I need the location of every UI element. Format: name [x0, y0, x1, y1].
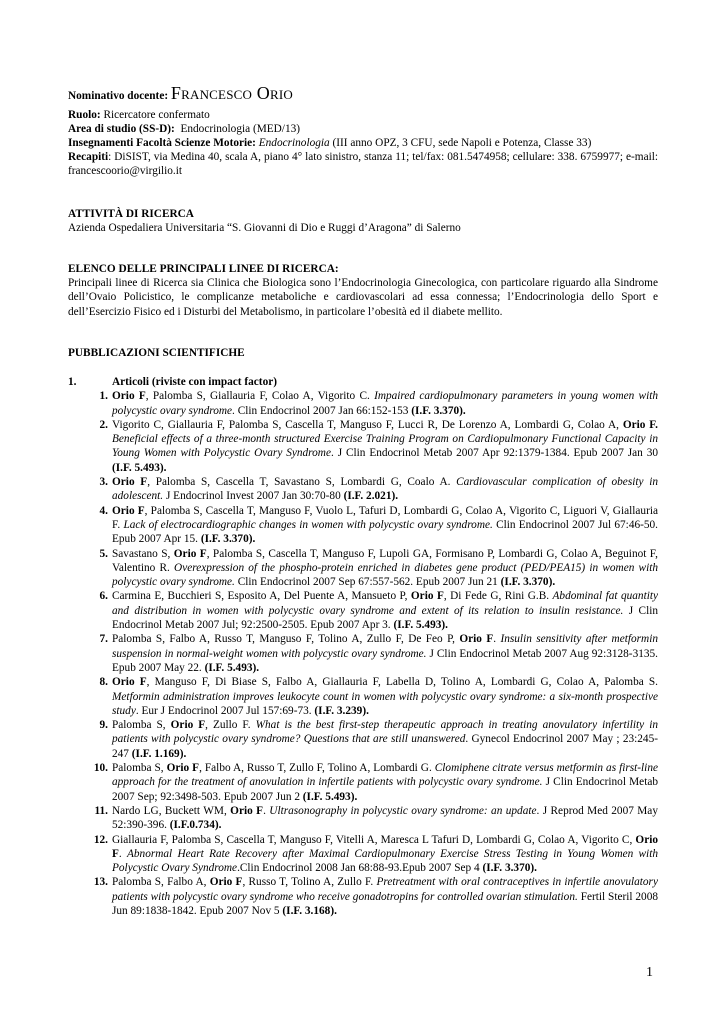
article-journal: . J Clin Endocrinol Metab 2007 Apr 92:1379-1384. Epub 2007 Jan 30 [330, 447, 658, 460]
article-item [68, 589, 658, 632]
header-area [68, 122, 658, 136]
article-impact-factor: (I.F. 5.493). [204, 661, 260, 674]
article-authors: , Russo T, Tolino A, Zullo F. [242, 876, 377, 889]
insegnamenti-course: Endocrinologia [258, 137, 330, 149]
article-text [112, 804, 658, 833]
article-number: 7. [99, 633, 108, 646]
article-impact-factor: (I.F. 5.493). [302, 790, 358, 803]
insegnamenti-detail: (III anno OPZ, 3 CFU, sede Napoli e Potenza, Classe 33) [332, 137, 592, 149]
article-impact-factor: (I.F. 5.493). [112, 461, 167, 474]
nominativo-label: Nominativo docente: [68, 90, 169, 102]
article-text [112, 504, 658, 547]
page-number: 1 [646, 965, 653, 980]
article-authors: . [493, 633, 501, 646]
article-impact-factor: (I.F. 3.370). [500, 576, 556, 589]
pubblicazioni-title: PUBBLICAZIONI SCIENTIFICHE [68, 347, 245, 359]
article-journal: . Gynecol Endocrinol 2007 May ; 23:245-247 [112, 733, 658, 760]
article-journal: J Clin Endocrinol Metab 2007 Sep; 92:3498-503. Epub 2007 Jun 2 [112, 776, 658, 803]
article-highlight-author: Orio F [166, 762, 200, 775]
article-highlight-author: Orio F [170, 719, 206, 732]
article-title: Lack of electrocardiographic changes in women with polycystic ovary syndrome. [123, 518, 493, 531]
section-title: Articoli (riviste con impact factor) [112, 376, 277, 388]
article-text [112, 389, 658, 418]
article-impact-factor: (I.F. 5.493). [393, 619, 448, 632]
header-ruolo [68, 108, 658, 122]
article-title: Ultrasonography in polycystic ovary syndrome: an update [269, 804, 537, 817]
article-text [112, 875, 658, 918]
article-number: 8. [99, 676, 108, 689]
article-authors-before: Palomba S, Falbo A, Russo T, Manguso F, Tolino A, Zullo F, De Feo P, [112, 633, 460, 646]
article-impact-factor: (I.F. 2.021). [343, 490, 399, 503]
article-text [112, 475, 658, 504]
article-journal: Clin Endocrinol 2007 Sep 67:557-562. Epub 2007 Jun 21 [234, 576, 501, 589]
article-authors: . [263, 804, 270, 817]
article-item [68, 547, 658, 590]
header-insegnamenti [68, 136, 658, 150]
linee-text: Principali linee di Ricerca sia Clinica che Biologica sono l’Endocrinologia Ginecologica, con particolare riguardo alla Sindrome dell’Ovaio Policistico, le complicanze metaboliche e cardiovascolari ad essa connessa; l’Endocrinologia dello Sport e dell’Esercizio Fisico ed i Disturbi del Metabolismo, in particolare l’obesità ed il diabete mellito. [68, 277, 658, 318]
article-impact-factor: (I.F.0.734). [169, 819, 222, 832]
article-title: Metformin administration improves leukocyte count in women with polycystic ovary syndrome: a six-month prospective study [112, 690, 658, 717]
article-highlight-author: Orio F [112, 390, 146, 403]
article-item [68, 718, 658, 761]
article-authors-before: Carmina E, Bucchieri S, Esposito A, Del Puente A, Mansueto P, [112, 590, 411, 603]
article-number: 10. [93, 762, 108, 775]
article-title: Clomiphene citrate versus metformin as first-line approach for the treatment of anovulation in infertile patients with polycystic ovary syndrome. [112, 762, 658, 789]
article-item [68, 804, 658, 833]
article-journal: Fertil Steril 2008 Jun 89:1838-1842. Epub 2007 Nov 5 [112, 890, 658, 917]
article-highlight-author: Orio F [410, 590, 444, 603]
area-label: Area di studio (SS-D): [68, 123, 175, 135]
article-journal: J Clin Endocrinol Metab 2007 Aug 92:3128-3135. Epub 2007 May 22. [112, 647, 658, 674]
article-journal: . Clin Endocrinol 2007 Jan 66:152-153 [232, 404, 412, 417]
article-journal: J Clin Endocrinol Metab 2007 Jul; 92:2500-2505. Epub 2007 Apr 3. [112, 604, 658, 632]
insegnamenti-label: Insegnamenti Facoltà Scienze Motorie: [68, 137, 256, 149]
article-text [112, 833, 658, 876]
article-item [68, 475, 658, 504]
article-impact-factor: (I.F. 3.370). [200, 533, 256, 546]
article-item [68, 675, 658, 718]
article-highlight-author: Orio F [112, 476, 148, 489]
article-authors: , Di Fede G, Rini G.B. [443, 590, 553, 603]
article-item [68, 761, 658, 804]
article-journal: .Clin Endocrinol 2008 Jan 68:88-93.Epub 2007 Sep 4 [237, 862, 483, 875]
article-authors-before: Palomba S, [112, 719, 171, 732]
article-item [68, 875, 658, 918]
article-number: 11. [94, 804, 108, 817]
article-highlight-author: Orio F [459, 633, 494, 646]
article-text [112, 547, 658, 590]
article-authors: , Falbo A, Russo T, Zullo F, Tolino A, Lombardi G. [199, 762, 435, 775]
article-title: What is the best first-step therapeutic approach in treating anovulatory infertility in patients with polycystic ovary syndrome? Questions that are still unanswered [112, 719, 658, 746]
article-title: Insulin sensitivity after metformin suspension in normal-weight women with polycystic ovary syndrome. [112, 633, 658, 660]
article-title: Overexpression of the phospho-protein enriched in diabetes gene product (PED/PEA15) in women with polycystic ovary syndrome. [112, 561, 658, 589]
article-title: Beneficial effects of a three-month structured Exercise Training Program on Cardiopulmonary Functional Capacity in Young Women with Polycystic Ovary Syndrome [112, 433, 658, 460]
article-authors: , Palomba S, Cascella T, Manguso F, Lupoli GA, Formisano P, Lombardi G, Colao A, Beguinot F, Valentino R. [112, 547, 659, 574]
article-authors-before: Vigorito C, Giallauria F, Palomba S, Cascella T, Manguso F, Lucci R, De Lorenzo A, Lombardi G, Colao A, [112, 418, 623, 431]
article-highlight-author: Orio F [230, 804, 264, 817]
article-number: 12. [93, 833, 108, 846]
article-number: 3. [99, 476, 108, 489]
article-journal: . J Reprod Med 2007 May 52:390-396. [112, 804, 658, 832]
article-highlight-author: Orio F [112, 504, 145, 517]
article-journal: J Endocrinol Invest 2007 Jan 30:70-80 [163, 490, 344, 503]
article-number: 5. [99, 547, 108, 560]
article-number: 13. [93, 876, 108, 889]
recapiti-value: : DiSIST, via Medina 40, scala A, piano 4° lato sinistro, stanza 11; tel/fax: 081.5474958; cellulare: 338. 6759977; e-mail: francescoorio@virgilio.it [68, 151, 658, 178]
article-impact-factor: (I.F. 3.168). [282, 904, 337, 917]
article-impact-factor: (I.F. 3.370). [411, 404, 466, 417]
article-item [68, 833, 658, 876]
article-number: 4. [99, 504, 108, 517]
article-authors-before: Savastano S, [112, 547, 174, 560]
area-value: Endocrinologia (MED/13) [180, 123, 301, 135]
article-journal: Clin Endocrinol 2007 Jul 67:46-50. Epub 2007 Apr 15. [112, 518, 659, 546]
article-impact-factor: (I.F. 3.370). [482, 862, 537, 875]
article-authors-before: Palomba S, Falbo A, [112, 876, 210, 889]
article-authors-before: Giallauria F, Palomba S, Cascella T, Manguso F, Vitelli A, Maresca L Tafuri D, Lombardi G, Colao A, Vigorito C, [112, 833, 636, 846]
publications-list [68, 375, 658, 918]
ruolo-label: Ruolo: [68, 109, 101, 121]
header-recapiti [68, 150, 658, 179]
article-text [112, 718, 658, 761]
article-title: Abnormal Heart Rate Recovery after Maximal Cardiopulmonary Exercise Stress Testing in Young Women with Polycystic Ovary Syndrome [112, 847, 658, 875]
article-number: 2. [99, 418, 108, 431]
article-title: Abdominal fat quantity and distribution in women with polycystic ovary syndrome and extent of its relation to insulin resistance. [112, 590, 658, 617]
article-item [68, 632, 658, 675]
section-heading [68, 375, 658, 389]
article-impact-factor: (I.F. 1.169). [131, 747, 187, 760]
article-authors: , Palomba S, Giallauria F, Colao A, Vigorito C. [145, 390, 375, 403]
article-highlight-author: Orio F [209, 876, 243, 889]
article-authors: , Palomba S, Cascella T, Manguso F, Vuolo L, Tafuri D, Lombardi G, Colao A, Vigorito C, Liguori V, Giallauria F. [112, 504, 658, 531]
article-authors: . [118, 847, 127, 860]
article-authors: , Manguso F, Di Biase S, Falbo A, Giallauria F, Labella D, Tolino A, Lombardi G, Colao A, Palomba S. [146, 676, 658, 689]
article-item [68, 389, 658, 418]
linee-title: ELENCO DELLE PRINCIPALI LINEE DI RICERCA: [68, 263, 339, 275]
article-title: Impaired cardiopulmonary parameters in young women with polycystic ovary syndrome [112, 390, 658, 417]
article-title: Pretreatment with oral contraceptives in infertile anovulatory patients with polycystic ovary syndrome who receive gonadotropins for controlled ovarian stimulation. [112, 876, 658, 903]
article-journal: . Eur J Endocrinol 2007 Jul 157:69-73. [135, 704, 315, 717]
article-text [112, 589, 658, 632]
article-number: 1. [99, 390, 108, 403]
attivita-title: ATTIVITÀ DI RICERCA [68, 208, 194, 220]
article-text [112, 675, 658, 718]
article-item [68, 418, 658, 475]
article-number: 6. [99, 590, 108, 603]
article-item [68, 504, 658, 547]
articles-list [68, 389, 658, 918]
section-number: 1. [68, 376, 77, 388]
article-highlight-author: Orio F [112, 833, 658, 860]
article-highlight-author: Orio F [173, 547, 207, 560]
article-highlight-author: Orio F [112, 676, 147, 689]
article-text [112, 761, 658, 804]
ruolo-value: Ricercatore confermato [103, 109, 210, 121]
article-number: 9. [99, 719, 108, 732]
attivita-text: Azienda Ospedaliera Universitaria “S. Giovanni di Dio e Ruggi d’Aragona” di Salerno [68, 222, 461, 234]
article-authors: , Palomba S, Cascella T, Savastano S, Lombardi G, Coalo A. [147, 476, 457, 489]
article-highlight-author: Orio F. [622, 418, 658, 431]
nominativo-value: Francesco Orio [170, 83, 293, 103]
article-text [112, 418, 658, 475]
article-authors-before: Nardo LG, Buckett WM, [112, 804, 231, 817]
header-nominativo [68, 83, 658, 103]
article-authors-before: Palomba S, [112, 762, 167, 775]
article-text [112, 632, 658, 675]
article-impact-factor: (I.F. 3.239). [314, 704, 369, 717]
article-authors: , Zullo F. [205, 719, 256, 732]
recapiti-label: Recapiti [68, 151, 109, 163]
article-title: Cardiovascular complication of obesity in adolescent. [112, 476, 658, 503]
